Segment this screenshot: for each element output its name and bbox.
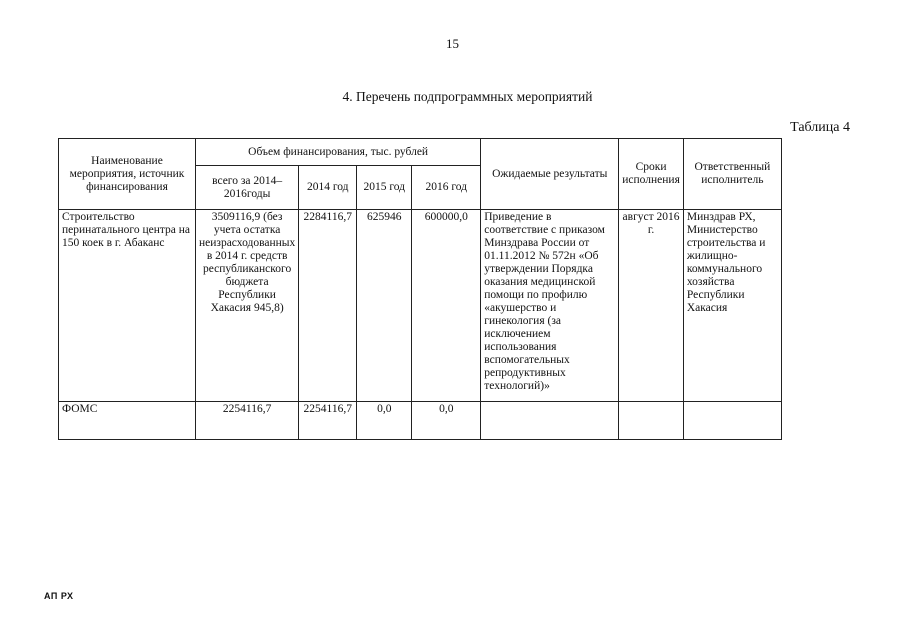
activities-table [58,138,782,440]
header-funding: Объем финансирования, тыс. рублей [196,139,481,166]
header-2016: 2016 год [412,166,481,210]
row-name: Строительство перинатального центра на 150 коек в г. Абаканс [59,210,196,402]
row-deadline [619,402,684,440]
header-executor: Ответственный исполнитель [683,139,781,210]
row-2014: 2254116,7 [299,402,357,440]
row-results [481,402,619,440]
row-name: ФОМС [59,402,196,440]
row-2014: 2284116,7 [299,210,357,402]
header-2015: 2015 год [357,166,412,210]
row-executor: Минздрав РХ, Министерство строительства и жилищно-коммунального хозяйства Республики Хакасия [683,210,781,402]
header-deadline: Сроки исполнения [619,139,684,210]
row-2016: 600000,0 [412,210,481,402]
row-results: Приведение в соответствие с приказом Минздрава России от 01.11.2012 № 572н «Об утверждении Порядка оказания медицинской помощи по профилю «акушерство и гинекология (за исключением использования вспомогательных репродуктивных технологий)» [481,210,619,402]
header-name: Наименование мероприятия, источник финансирования [59,139,196,210]
footer-mark: АП РХ [44,591,74,601]
header-total: всего за 2014–2016годы [196,166,299,210]
page-number: 15 [446,36,459,51]
table-row [59,402,782,440]
header-results: Ожидаемые результаты [481,139,619,210]
row-executor [683,402,781,440]
row-deadline: август 2016 г. [619,210,684,402]
table-row [59,210,782,402]
table-label: Таблица 4 [790,120,850,135]
row-2015: 625946 [357,210,412,402]
header-row [59,139,782,166]
row-2015: 0,0 [357,402,412,440]
header-2014: 2014 год [299,166,357,210]
row-total: 3509116,9 (без учета остатка неизрасходованных в 2014 г. средств республиканского бюджета Республики Хакасия 945,8) [196,210,299,402]
row-2016: 0,0 [412,402,481,440]
row-total: 2254116,7 [196,402,299,440]
document-title: 4. Перечень подпрограммных мероприятий [342,89,593,104]
